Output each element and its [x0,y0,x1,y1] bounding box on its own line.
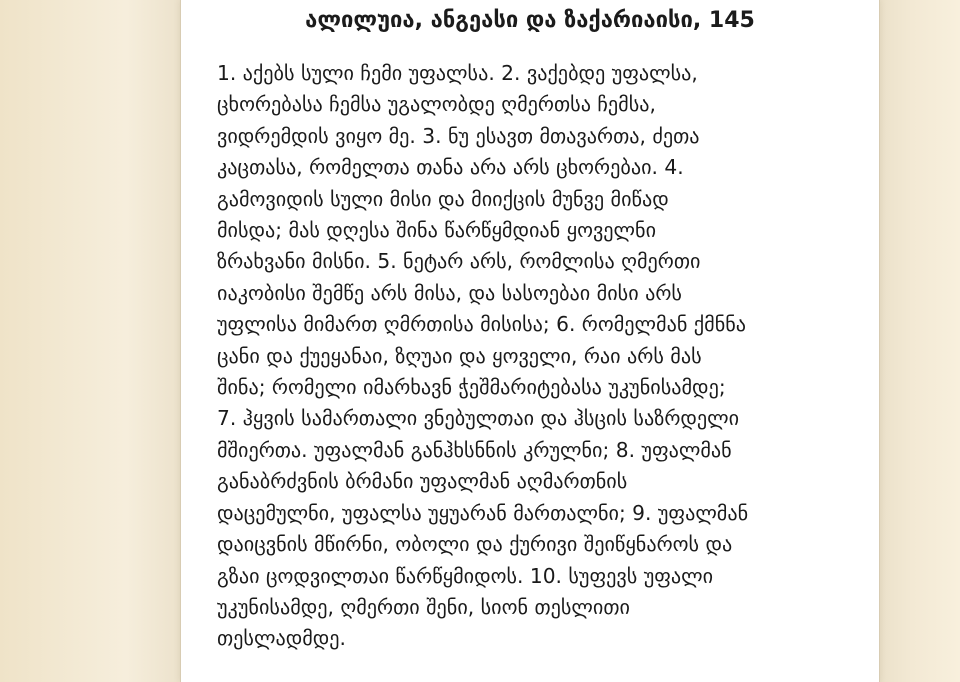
text-line: გზაი ცოდვილთაი წარწყმიდოს. 10. სუფევს უფალი [217,563,714,588]
text-line: უფლისა მიმართ ღმრთისა მისისა; 6. რომელმან ქმნნა [217,312,747,337]
psalm-text [217,58,872,655]
right-background-margin [880,0,960,682]
text-line: ცანი და ქუეყანაი, ზღუაი და ყოველი, რაი არს მას [217,343,702,368]
text-line: შინა; რომელი იმარხავნ ჭეშმარიტებასა უკუნისამდე; [217,375,726,400]
text-line: გამოვიდის სული მისი და მიიქცის მუნვე მიწად [217,186,669,211]
text-line: უკუნისამდე, ღმერთი შენი, სიონ თესლითი [217,594,630,619]
text-line: იაკობისი შემწე არს მისა, და სასოებაი მისი არს [217,280,682,305]
text-line: მისდა; მას დღესა შინა წარწყმდიან ყოველნი [217,218,657,243]
document-page [180,0,880,682]
text-line: 1. აქებს სული ჩემი უფალსა. 2. ვაქებდე უფალსა, [217,61,698,85]
text-line: ცხორებასა ჩემსა უგალობდე ღმერთსა ჩემსა, [217,92,656,117]
text-line: დაცემულნი, უფალსა უყუარან მართალნი; 9. უფალმან [217,500,749,525]
text-line: ვიდრემდის ვიყო მე. 3. ნუ ესავთ მთავართა, ძეთა [217,123,700,148]
text-line: კაცთასა, რომელთა თანა არა არს ცხორებაი. 4. [217,155,684,180]
text-line: თესლადმდე. [217,626,346,651]
left-background-margin [0,0,180,682]
text-line: 7. ჰყვის სამართალი ვნებულთაი და ჰსცის საზრდელი [217,406,740,431]
text-line: ზრახვანი მისნი. 5. ნეტარ არს, რომლისა ღმერთი [217,249,701,274]
text-line: დაიცვნის მწირნი, ობოლი და ქურივი შეიწყნაროს და [217,532,733,557]
text-line: მშიერთა. უფალმან განჰხსნნის კრულნი; 8. უფალმან [217,437,732,462]
psalm-title: ალილუია, ანგეასი და ზაქარიაისი, 145 [305,8,755,33]
text-line: განაბრძვნის ბრმანი უფალმან აღმართნის [217,469,628,494]
